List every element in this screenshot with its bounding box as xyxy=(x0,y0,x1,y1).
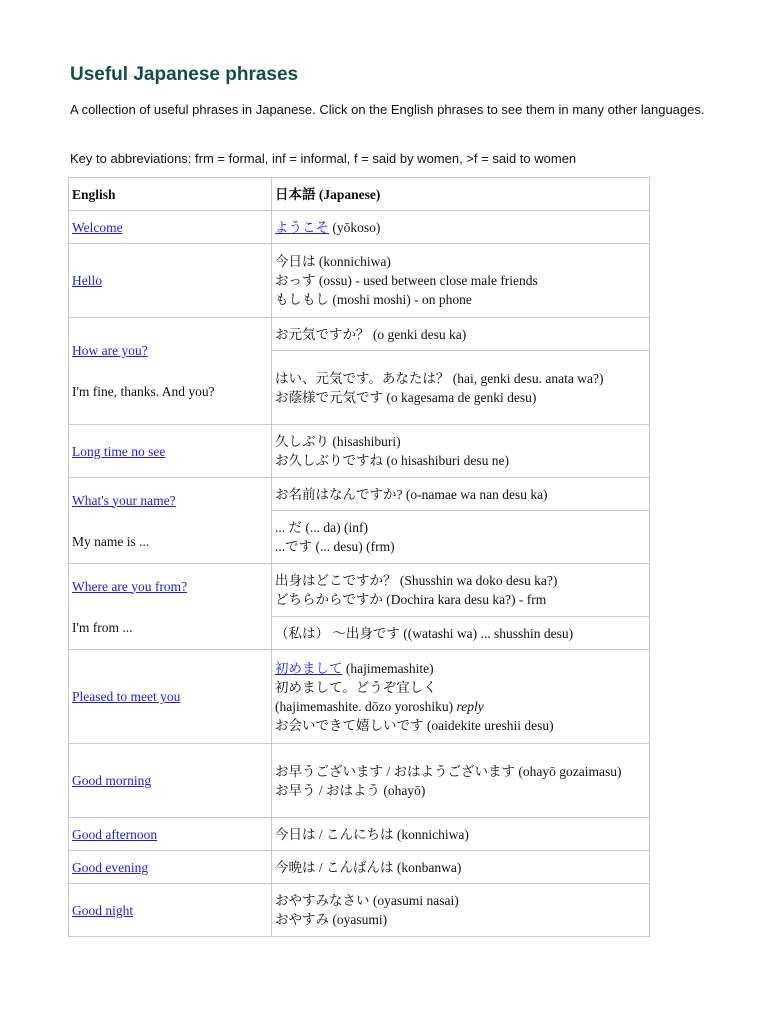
reply-english: I'm fine, thanks. And you? xyxy=(72,384,215,399)
table-row xyxy=(69,425,650,478)
english-cell xyxy=(69,851,272,884)
table-row xyxy=(69,884,650,937)
phrase-link-pleased[interactable]: Pleased to meet you xyxy=(72,689,181,704)
phrase-line: 初めまして。どうぞ宜しく xyxy=(275,679,437,695)
english-cell xyxy=(69,564,272,650)
phrase-line: おやすみ (oyasumi) xyxy=(275,912,388,927)
phrase-line: お久しぶりですね (o hisashiburi desu ne) xyxy=(275,453,509,468)
phrase-link-good-evening[interactable]: Good evening xyxy=(72,859,149,875)
table-row xyxy=(69,244,650,318)
english-cell xyxy=(69,744,272,818)
phrase-link-good-afternoon[interactable]: Good afternoon xyxy=(72,826,158,842)
phrase-line: 今日は (konnichiwa) xyxy=(275,254,391,269)
phrase-line: どちらからですか (Dochira kara desu ka?) - frm xyxy=(275,592,547,607)
phrase-line: 出身はどこですか？ (Shusshin wa doko desu ka?) xyxy=(275,573,558,588)
english-cell xyxy=(69,425,272,478)
japanese-cell: お名前はなんですか? (o-namae wa nan desu ka) xyxy=(272,478,650,511)
japanese-cell: 今晩は / こんばんは (konbanwa) xyxy=(272,851,650,884)
table-row xyxy=(69,650,650,744)
english-cell xyxy=(69,318,272,425)
phrase-line: おっす (ossu) - used between close male friends xyxy=(275,273,538,288)
phrases-table xyxy=(68,177,650,937)
english-cell xyxy=(69,650,272,744)
english-cell xyxy=(69,244,272,318)
phrase-line: お早う / おはよう (ohayō) xyxy=(275,782,426,798)
japanese-cell xyxy=(272,244,650,318)
table-row xyxy=(69,318,650,351)
japanese-cell: お元気ですか？ (o genki desu ka) xyxy=(272,318,650,351)
phrase-link-welcome[interactable]: Welcome xyxy=(72,219,123,235)
phrase-line: ...です (... desu) (frm) xyxy=(275,539,395,554)
reply-english: I'm from ... xyxy=(72,619,133,635)
phrase-link-good-night[interactable]: Good night xyxy=(72,902,134,918)
phrase-line: お会いできて嬉しいです (oaidekite ureshii desu) xyxy=(275,717,554,733)
phrase-link-good-morning[interactable]: Good morning xyxy=(72,773,152,788)
japanese-cell: （私は） ～出身です ((watashi wa) ... shusshin desu) xyxy=(272,617,650,650)
phrase-line: お早うございます / おはようございます (ohayō gozaimasu) xyxy=(275,763,622,779)
phrase-line: おやすみなさい (oyasumi nasai) xyxy=(275,893,459,908)
japanese-link-hajimemashite[interactable]: 初めまして xyxy=(275,660,343,676)
phrase-line: はい、元気です。あなたは？ (hai, genki desu. anata wa?) xyxy=(275,370,604,386)
phrase-line: もしもし (moshi moshi) - on phone xyxy=(275,292,472,307)
table-row xyxy=(69,564,650,617)
header-english: English xyxy=(69,178,272,211)
japanese-cell xyxy=(272,884,650,937)
table-row xyxy=(69,818,650,851)
reply-english: My name is ... xyxy=(72,533,150,549)
table-header-row xyxy=(69,178,650,211)
phrase-line: (hajimemashite. dōzo yoroshiku) xyxy=(275,698,457,714)
table-row xyxy=(69,744,650,818)
japanese-cell: 今日は / こんにちは (konnichiwa) xyxy=(272,818,650,851)
reply-label: reply xyxy=(456,698,484,714)
phrase-line: ... だ (... da) (inf) xyxy=(275,520,368,535)
phrase-line: お蔭様で元気です (o kagesama de genki desu) xyxy=(275,389,537,405)
phrase-link-how-are-you[interactable]: How are you? xyxy=(72,343,148,358)
page-title: Useful Japanese phrases xyxy=(70,64,299,85)
phrase-link-long-time[interactable]: Long time no see xyxy=(72,443,166,459)
english-cell xyxy=(69,884,272,937)
abbreviation-key: Key to abbreviations: frm = formal, inf = informal, f = said by women, >f = said to women xyxy=(70,151,577,166)
romaji-text: (hajimemashite) xyxy=(342,660,434,676)
english-cell xyxy=(69,818,272,851)
phrase-link-your-name[interactable]: What's your name? xyxy=(72,492,176,508)
table-row xyxy=(69,851,650,884)
phrase-line: 久しぶり (hisashiburi) xyxy=(275,434,401,449)
japanese-cell xyxy=(272,564,650,617)
intro-text: A collection of useful phrases in Japanese. Click on the English phrases to see them in many other languages. xyxy=(70,102,705,117)
japanese-link-yokoso[interactable]: ようこそ xyxy=(275,219,329,235)
japanese-cell xyxy=(272,650,650,744)
japanese-cell xyxy=(272,211,650,244)
japanese-cell xyxy=(272,744,650,818)
header-japanese: 日本語 (Japanese) xyxy=(272,178,650,211)
japanese-cell xyxy=(272,351,650,425)
table-row xyxy=(69,211,650,244)
english-cell xyxy=(69,211,272,244)
japanese-cell xyxy=(272,425,650,478)
english-cell xyxy=(69,478,272,564)
romaji-text: (yōkoso) xyxy=(329,219,381,235)
phrase-link-where-from[interactable]: Where are you from? xyxy=(72,578,188,594)
table-row xyxy=(69,478,650,511)
japanese-cell xyxy=(272,511,650,564)
phrase-link-hello[interactable]: Hello xyxy=(72,273,102,288)
